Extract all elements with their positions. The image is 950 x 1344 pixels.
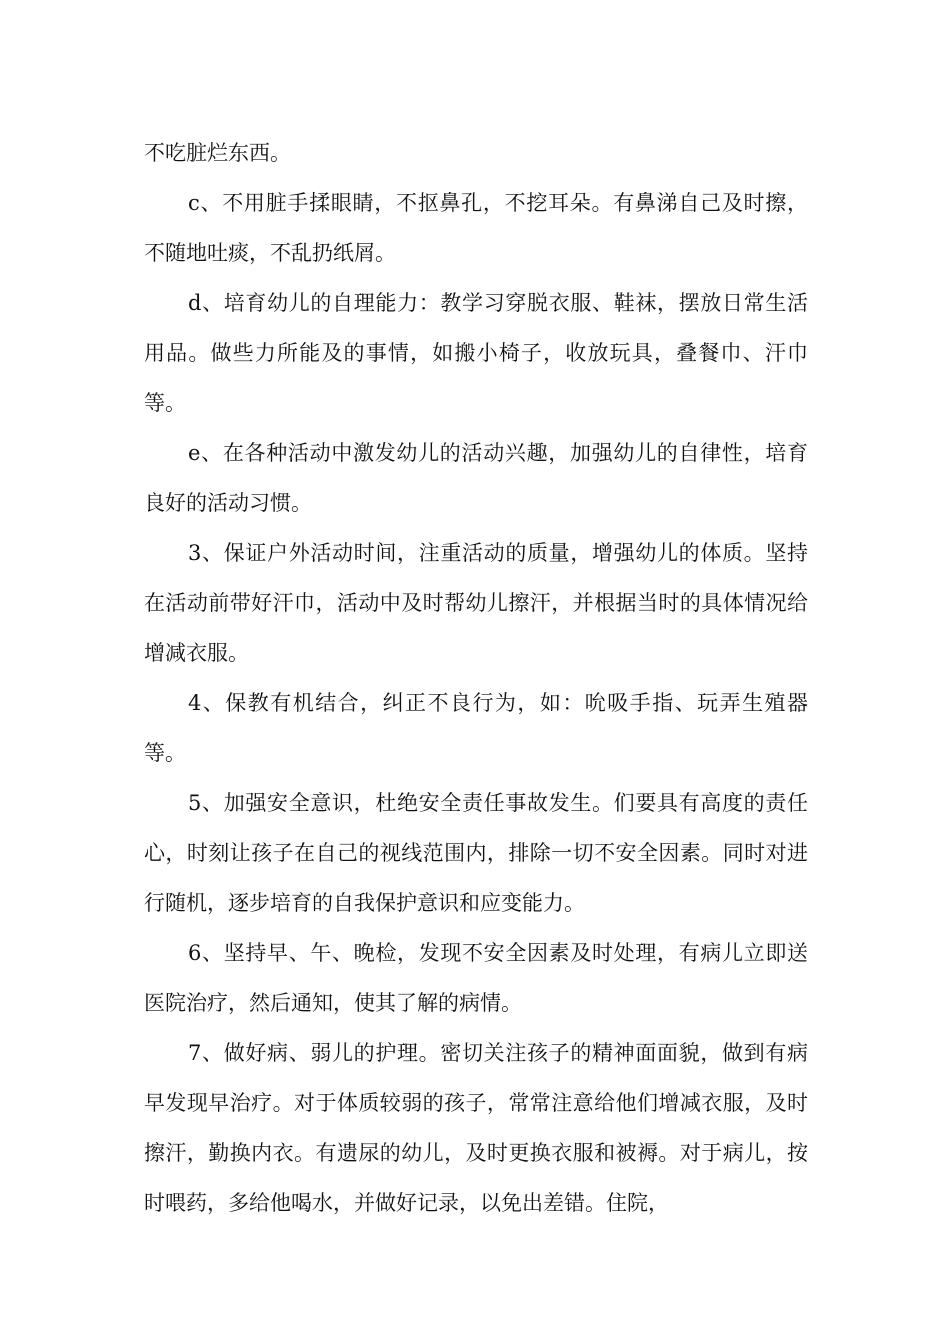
paragraph: 4、保教有机结合，纠正不良行为，如：吮吸手指、玩弄生殖器等。: [144, 691, 808, 765]
paragraph: d、培育幼儿的自理能力：教学习穿脱衣服、鞋袜，摆放日常生活用品。做些力所能及的事情，如搬小椅子，收放玩具，叠餐巾、汗巾等。: [144, 291, 808, 415]
paragraph: 6、坚持早、午、晚检，发现不安全因素及时处理，有病儿立即送医院治疗，然后通知，使其了解的病情。: [144, 941, 808, 1015]
paragraph: 3、保证户外活动时间，注重活动的质量，增强幼儿的体质。坚持在活动前带好汗巾，活动中及时帮幼儿擦汗，并根据当时的具体情况给增减衣服。: [144, 541, 808, 665]
paragraph: c、不用脏手揉眼睛，不抠鼻孔，不挖耳朵。有鼻涕自己及时擦，不随地吐痰，不乱扔纸屑。: [144, 191, 808, 265]
document-body: [144, 128, 808, 1228]
paragraph: 不吃脏烂东西。: [144, 141, 291, 165]
paragraph: 7、做好病、弱儿的护理。密切关注孩子的精神面面貌，做到有病早发现早治疗。对于体质较弱的孩子，常常注意给他们增减衣服，及时擦汗，勤换内衣。有遗尿的幼儿，及时更换衣服和被褥。对于病儿，按时喂药，多给他喝水，并做好记录，以免出差错。住院，: [144, 1041, 808, 1215]
paragraph: 5、加强安全意识，杜绝安全责任事故发生。们要具有高度的责任心，时刻让孩子在自己的视线范围内，排除一切不安全因素。同时对进行随机，逐步培育的自我保护意识和应变能力。: [144, 791, 808, 915]
paragraph: e、在各种活动中激发幼儿的活动兴趣，加强幼儿的自律性，培育良好的活动习惯。: [144, 441, 808, 515]
